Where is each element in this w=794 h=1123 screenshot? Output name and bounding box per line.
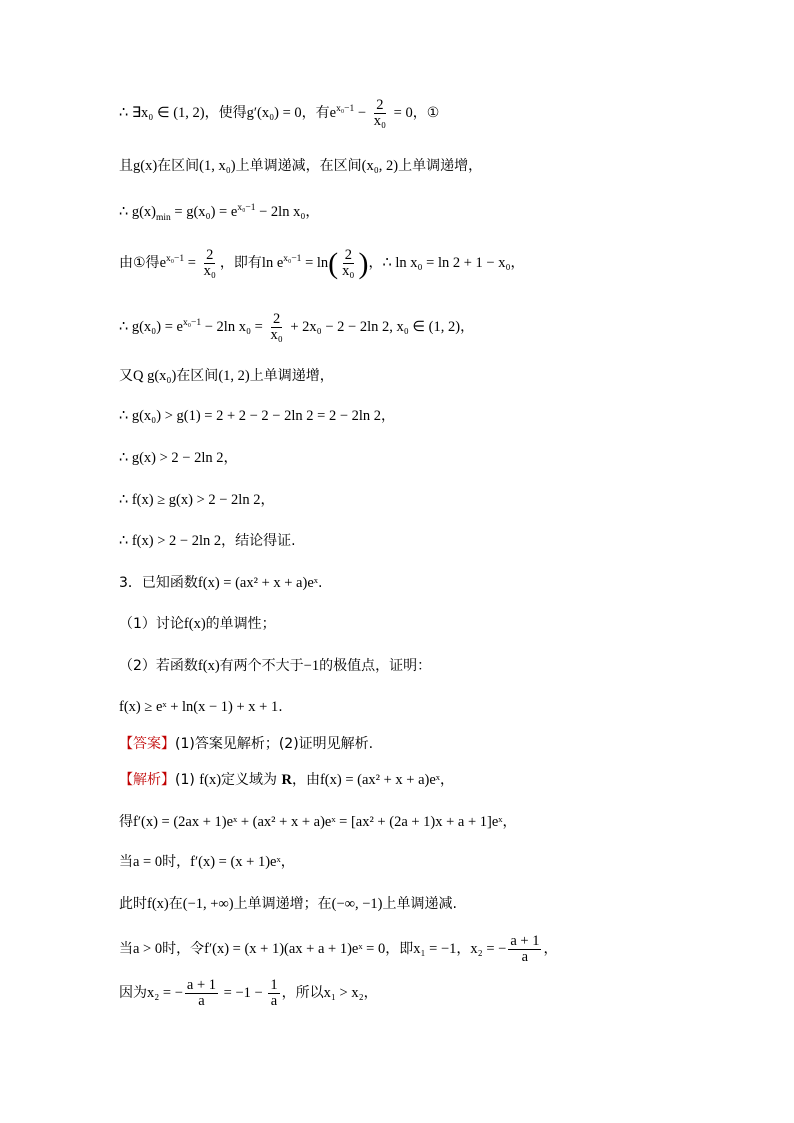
numerator: 1: [270, 977, 278, 993]
analysis-line-4: [119, 894, 457, 914]
text: ，: [280, 854, 295, 870]
text: ，即: [385, 940, 414, 957]
answer-line: [119, 734, 373, 754]
analysis-line-5: [119, 934, 557, 965]
fraction: [372, 98, 388, 129]
text: ，: [368, 254, 383, 271]
right-paren: ): [358, 246, 369, 280]
text: .: [278, 699, 283, 715]
math-part: ∴ g(x): [119, 203, 157, 220]
proof-line-2: [119, 156, 482, 176]
text: 3．已知函数: [119, 575, 198, 591]
analysis-line-6: [119, 978, 378, 1009]
text: ，结论得证.: [221, 533, 296, 549]
text: 上单调递减，在区间: [235, 158, 362, 174]
text: 的单调性；: [205, 616, 276, 632]
denominator: x₀: [270, 327, 283, 343]
math: (−∞, −1): [331, 896, 383, 912]
fraction: [202, 248, 218, 279]
fraction: [268, 312, 284, 343]
text: .: [317, 575, 323, 591]
analysis-line-3: [119, 852, 295, 872]
math: f(x) ≥ eˣ + ln(x − 1) + x + 1: [119, 699, 279, 715]
math: g′(x₀) = 0: [246, 104, 302, 121]
text: ，使得: [204, 104, 247, 121]
math-part: + 2x₀ − 2 − 2ln 2, x₀ ∈ (1, 2): [286, 318, 461, 335]
text: ，即有: [219, 254, 262, 271]
math: ∴ f(x) > 2 − 2ln 2: [119, 533, 222, 549]
denominator: a: [198, 993, 205, 1009]
text: 由①得: [119, 254, 160, 271]
math-part: ∴ g(x₀) = e: [119, 318, 183, 335]
problem-3-part-1: [119, 614, 276, 634]
text: 且: [119, 158, 133, 174]
math: ∴ ln x₀ = ln 2 + 1 − x₀: [382, 254, 511, 271]
math: [329, 97, 413, 129]
math: [470, 933, 543, 965]
proof-line-5: [119, 312, 474, 343]
text: ，: [510, 254, 525, 271]
text: （1）讨论: [119, 616, 184, 632]
text: 定义域为: [221, 772, 282, 788]
proof-line-6: [119, 366, 334, 386]
math: f(x) = (ax² + x + a)eˣ: [197, 575, 318, 591]
text: 上单调递增，: [249, 368, 334, 384]
text: ，: [305, 203, 320, 220]
text: （2）若函数: [119, 658, 198, 674]
math: [159, 247, 220, 279]
exponent: x₀−1: [237, 203, 256, 213]
text: ，: [260, 492, 275, 508]
problem-3-statement: [119, 573, 322, 593]
math-minus: −: [354, 104, 370, 121]
math-part: = g(x₀) = e: [170, 203, 238, 220]
proof-line-3: [119, 198, 319, 228]
real-set-symbol: R: [281, 772, 292, 788]
exponent: x₀−1: [336, 104, 355, 114]
math-part: = −1 −: [220, 984, 267, 1001]
exponent: x₀−1: [166, 254, 185, 264]
math: ∴ f(x) ≥ g(x) > 2 − 2ln 2: [119, 492, 261, 508]
proof-line-1: [119, 98, 439, 129]
text: 上单调递减.: [382, 896, 457, 912]
math: [147, 977, 282, 1009]
math: ∴ g(x) > 2 − 2ln 2: [119, 450, 224, 466]
text: 在区间: [176, 368, 219, 384]
math: f(x): [147, 896, 169, 912]
math-part: = ln: [301, 254, 329, 271]
text: ，: [456, 940, 471, 957]
denominator: x₀: [373, 113, 387, 129]
text: 时，令: [162, 940, 205, 957]
math-part: − 2ln x₀: [255, 203, 306, 220]
math: f′(x) = (x + 1)eˣ: [190, 854, 281, 870]
math: f(x): [183, 616, 206, 632]
text: 因为: [119, 984, 147, 1001]
text: 时，: [162, 854, 191, 870]
answer-tag: 【答案】: [119, 736, 175, 752]
math: −1: [303, 658, 320, 674]
math: [261, 246, 369, 280]
numerator: a + 1: [510, 933, 540, 949]
denominator: x₀: [203, 263, 216, 279]
text: ，: [381, 408, 396, 424]
math: [119, 203, 306, 223]
math: (x₀, 2): [361, 158, 399, 174]
math-exists-x0: ∴ ∃x₀ ∈ (1, 2): [119, 104, 205, 121]
problem-3-part-2: [119, 656, 431, 676]
left-paren: (: [328, 246, 339, 280]
text: ，由: [291, 772, 320, 788]
math-part: ln e: [261, 254, 284, 271]
text: ，有: [301, 104, 330, 121]
math: (1, x₀): [199, 158, 236, 174]
big-paren: [328, 248, 368, 279]
text: 有两个不大于: [219, 658, 304, 674]
numerator: 2: [272, 311, 281, 327]
subscript: min: [156, 212, 171, 223]
math: f(x) = (ax² + x + a)eˣ: [319, 772, 440, 788]
text: ，: [543, 940, 558, 957]
denominator: a: [270, 993, 278, 1009]
math: a > 0: [133, 940, 163, 957]
numerator: a + 1: [186, 977, 217, 993]
denominator: x₀: [342, 263, 355, 279]
exponent: x₀−1: [283, 254, 302, 264]
math: Q g(x₀): [133, 368, 177, 384]
fraction: [508, 934, 541, 965]
text: ，: [223, 450, 238, 466]
math-part: x₂ = −: [470, 940, 507, 957]
text: (1)答案见解析；(2)证明见解析.: [175, 736, 374, 752]
math: f(x): [197, 658, 220, 674]
text: 当: [119, 854, 133, 870]
proof-line-10: [119, 531, 296, 551]
analysis-line-1: [119, 770, 454, 790]
text: 得: [119, 814, 133, 830]
analysis-tag: 【解析】: [119, 772, 175, 788]
math: f′(x) = (2ax + 1)eˣ + (ax² + x + a)eˣ = [ax² + (2a + 1)x + a + 1]eˣ: [133, 814, 503, 830]
math: x₁ > x₂: [323, 984, 364, 1001]
math-part: e: [159, 254, 166, 271]
text: ，: [440, 772, 454, 788]
fraction: [268, 978, 279, 1009]
text: ，: [363, 984, 378, 1001]
problem-3-inequality: [119, 697, 283, 717]
math-part: x₂ = −: [147, 984, 183, 1001]
text: ，: [460, 318, 475, 335]
text: 当: [119, 940, 133, 957]
numerator: 2: [206, 247, 214, 263]
text: 上单调递增，: [398, 158, 483, 174]
math-e: e: [329, 104, 337, 121]
math-eq: = 0: [390, 104, 413, 121]
math: f′(x) = (x + 1)(ax + a + 1)eˣ = 0: [204, 940, 386, 957]
text: ，所以: [281, 984, 324, 1001]
fraction: [185, 978, 218, 1009]
fraction: [340, 248, 356, 279]
math: (−1, +∞): [182, 896, 234, 912]
math-part: =: [184, 254, 200, 271]
proof-line-9: [119, 490, 274, 510]
numerator: 2: [376, 97, 384, 113]
denominator: a: [521, 949, 529, 965]
exponent: x₀−1: [182, 318, 202, 328]
text: 在: [168, 896, 183, 912]
math: ∴ g(x₀) > g(1) = 2 + 2 − 2 − 2ln 2 = 2 − 2ln 2: [119, 408, 382, 424]
math: [119, 311, 461, 343]
text: 又: [119, 368, 133, 384]
numerator: 2: [344, 247, 352, 263]
math-part: − 2ln x₀ =: [201, 318, 267, 335]
proof-line-8: [119, 448, 238, 468]
text: 在区间: [157, 158, 200, 174]
text: ，: [502, 814, 517, 830]
text: (1): [175, 772, 200, 788]
text: 此时: [119, 896, 147, 912]
math: g(x): [133, 158, 158, 174]
math: (1, 2): [218, 368, 250, 384]
math: x₁ = −1: [413, 940, 457, 957]
text: ，①: [412, 104, 440, 121]
proof-line-7: [119, 406, 395, 426]
text: 上单调递增；在: [233, 896, 332, 912]
math: f(x): [199, 772, 222, 788]
proof-line-4: [119, 248, 525, 279]
analysis-line-2: [119, 812, 517, 832]
text: 的极值点，证明：: [319, 658, 432, 674]
math: a = 0: [133, 854, 163, 870]
